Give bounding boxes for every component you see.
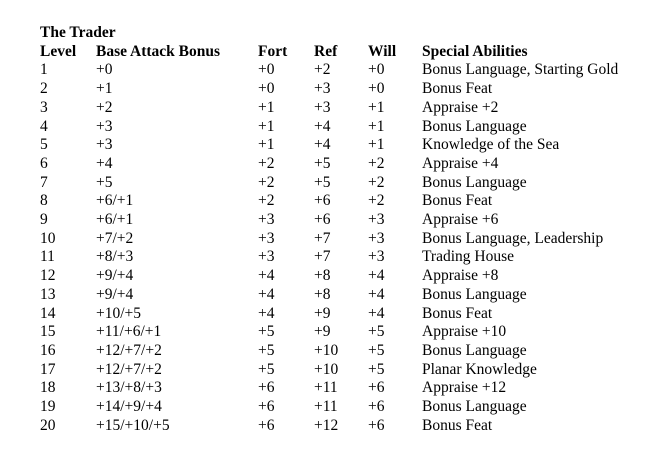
cell-special-abilities: Knowledge of the Sea — [422, 136, 560, 154]
cell-ref: +7 — [314, 229, 331, 247]
table-row — [40, 323, 640, 342]
cell-will: +1 — [368, 136, 385, 154]
cell-will: +6 — [368, 416, 385, 434]
cell-base-attack-bonus: +10/+5 — [96, 304, 142, 322]
cell-ref: +2 — [314, 61, 331, 79]
cell-will: +3 — [368, 211, 385, 229]
cell-base-attack-bonus: +12/+7/+2 — [96, 341, 162, 359]
table-row — [40, 61, 640, 80]
cell-level: 12 — [40, 267, 56, 285]
cell-level: 9 — [40, 211, 48, 229]
cell-will: +6 — [368, 379, 385, 397]
cell-fort: +4 — [258, 267, 275, 285]
cell-fort: +0 — [258, 61, 275, 79]
cell-level: 5 — [40, 136, 48, 154]
cell-will: +4 — [368, 285, 385, 303]
cell-fort: +1 — [258, 136, 275, 154]
cell-will: +2 — [368, 192, 385, 210]
cell-base-attack-bonus: +9/+4 — [96, 267, 134, 285]
cell-level: 18 — [40, 379, 56, 397]
cell-level: 20 — [40, 416, 56, 434]
cell-will: +3 — [368, 229, 385, 247]
cell-fort: +2 — [258, 192, 275, 210]
cell-special-abilities: Bonus Language — [422, 398, 527, 416]
cell-will: +3 — [368, 248, 385, 266]
cell-will: +5 — [368, 360, 385, 378]
cell-will: +4 — [368, 267, 385, 285]
cell-level: 3 — [40, 98, 48, 116]
cell-level: 4 — [40, 117, 48, 135]
cell-base-attack-bonus: +5 — [96, 173, 113, 191]
cell-fort: +3 — [258, 211, 275, 229]
cell-special-abilities: Bonus Language — [422, 173, 527, 191]
cell-base-attack-bonus: +4 — [96, 154, 113, 172]
cell-base-attack-bonus: +3 — [96, 136, 113, 154]
cell-special-abilities: Bonus Language — [422, 341, 527, 359]
cell-ref: +10 — [314, 341, 339, 359]
cell-level: 19 — [40, 398, 56, 416]
cell-base-attack-bonus: +0 — [96, 61, 113, 79]
cell-fort: +5 — [258, 360, 275, 378]
cell-base-attack-bonus: +7/+2 — [96, 229, 134, 247]
cell-level: 15 — [40, 323, 56, 341]
cell-level: 17 — [40, 360, 56, 378]
header-special-abilities: Special Abilities — [422, 42, 528, 60]
table-row — [40, 99, 640, 118]
table-title: The Trader — [40, 24, 116, 41]
cell-will: +1 — [368, 98, 385, 116]
cell-base-attack-bonus: +8/+3 — [96, 248, 134, 266]
cell-fort: +2 — [258, 173, 275, 191]
cell-ref: +12 — [314, 416, 339, 434]
cell-ref: +6 — [314, 211, 331, 229]
cell-ref: +5 — [314, 173, 331, 191]
cell-special-abilities: Bonus Feat — [422, 416, 493, 434]
cell-special-abilities: Bonus Feat — [422, 80, 493, 98]
header-ref: Ref — [314, 42, 338, 60]
cell-ref: +11 — [314, 398, 338, 416]
cell-level: 7 — [40, 173, 48, 191]
cell-will: +0 — [368, 80, 385, 98]
cell-fort: +6 — [258, 416, 275, 434]
trader-document — [40, 24, 640, 435]
cell-special-abilities: Bonus Language, Starting Gold — [422, 61, 619, 79]
cell-ref: +11 — [314, 379, 338, 397]
table-row — [40, 342, 640, 361]
table-row — [40, 286, 640, 305]
cell-special-abilities: Bonus Language — [422, 285, 527, 303]
table-row — [40, 230, 640, 249]
header-fort: Fort — [258, 42, 288, 60]
cell-will: +2 — [368, 173, 385, 191]
table-row — [40, 80, 640, 99]
table-row — [40, 118, 640, 137]
table-row — [40, 248, 640, 267]
cell-special-abilities: Bonus Language — [422, 117, 527, 135]
cell-base-attack-bonus: +15/+10/+5 — [96, 416, 170, 434]
cell-ref: +4 — [314, 117, 331, 135]
table-row — [40, 398, 640, 417]
header-base-attack-bonus: Base Attack Bonus — [96, 42, 221, 60]
cell-will: +2 — [368, 154, 385, 172]
header-row — [40, 43, 640, 62]
cell-base-attack-bonus: +1 — [96, 80, 113, 98]
cell-ref: +9 — [314, 323, 331, 341]
cell-fort: +1 — [258, 98, 275, 116]
table-row — [40, 379, 640, 398]
cell-special-abilities: Bonus Feat — [422, 192, 493, 210]
cell-special-abilities: Appraise +4 — [422, 154, 499, 172]
cell-special-abilities: Appraise +6 — [422, 211, 499, 229]
cell-ref: +3 — [314, 80, 331, 98]
cell-base-attack-bonus: +12/+7/+2 — [96, 360, 162, 378]
cell-ref: +4 — [314, 136, 331, 154]
cell-special-abilities: Appraise +8 — [422, 267, 499, 285]
cell-fort: +4 — [258, 304, 275, 322]
cell-special-abilities: Bonus Language, Leadership — [422, 229, 604, 247]
table-row — [40, 155, 640, 174]
cell-fort: +5 — [258, 341, 275, 359]
cell-will: +4 — [368, 304, 385, 322]
cell-special-abilities: Appraise +12 — [422, 379, 507, 397]
cell-base-attack-bonus: +6/+1 — [96, 192, 134, 210]
table-row — [40, 305, 640, 324]
cell-ref: +6 — [314, 192, 331, 210]
cell-will: +1 — [368, 117, 385, 135]
header-will: Will — [368, 42, 397, 60]
table-row — [40, 136, 640, 155]
cell-fort: +3 — [258, 248, 275, 266]
cell-level: 6 — [40, 154, 48, 172]
cell-level: 10 — [40, 229, 56, 247]
cell-fort: +6 — [258, 398, 275, 416]
cell-level: 8 — [40, 192, 48, 210]
cell-base-attack-bonus: +13/+8/+3 — [96, 379, 162, 397]
trader-progression-table — [40, 43, 640, 436]
cell-special-abilities: Planar Knowledge — [422, 360, 537, 378]
cell-special-abilities: Bonus Feat — [422, 304, 493, 322]
cell-ref: +3 — [314, 98, 331, 116]
cell-base-attack-bonus: +14/+9/+4 — [96, 398, 162, 416]
header-level: Level — [40, 42, 77, 60]
table-row — [40, 361, 640, 380]
cell-fort: +5 — [258, 323, 275, 341]
cell-base-attack-bonus: +11/+6/+1 — [96, 323, 162, 341]
cell-ref: +7 — [314, 248, 331, 266]
cell-base-attack-bonus: +3 — [96, 117, 113, 135]
cell-level: 1 — [40, 61, 48, 79]
cell-special-abilities: Trading House — [422, 248, 515, 266]
table-row — [40, 417, 640, 436]
cell-fort: +3 — [258, 229, 275, 247]
cell-level: 13 — [40, 285, 56, 303]
cell-ref: +10 — [314, 360, 339, 378]
cell-will: +0 — [368, 61, 385, 79]
cell-will: +5 — [368, 341, 385, 359]
cell-ref: +8 — [314, 285, 331, 303]
cell-level: 14 — [40, 304, 56, 322]
table-body — [40, 61, 640, 435]
cell-fort: +6 — [258, 379, 275, 397]
table-row — [40, 267, 640, 286]
cell-ref: +8 — [314, 267, 331, 285]
cell-level: 11 — [40, 248, 55, 266]
cell-fort: +2 — [258, 154, 275, 172]
cell-ref: +5 — [314, 154, 331, 172]
cell-base-attack-bonus: +2 — [96, 98, 113, 116]
cell-fort: +1 — [258, 117, 275, 135]
cell-special-abilities: Appraise +10 — [422, 323, 507, 341]
table-row — [40, 174, 640, 193]
cell-will: +5 — [368, 323, 385, 341]
table-row — [40, 192, 640, 211]
cell-base-attack-bonus: +9/+4 — [96, 285, 134, 303]
cell-level: 16 — [40, 341, 56, 359]
cell-special-abilities: Appraise +2 — [422, 98, 499, 116]
cell-level: 2 — [40, 80, 48, 98]
cell-will: +6 — [368, 398, 385, 416]
table-row — [40, 211, 640, 230]
cell-fort: +4 — [258, 285, 275, 303]
cell-ref: +9 — [314, 304, 331, 322]
cell-fort: +0 — [258, 80, 275, 98]
cell-base-attack-bonus: +6/+1 — [96, 211, 134, 229]
